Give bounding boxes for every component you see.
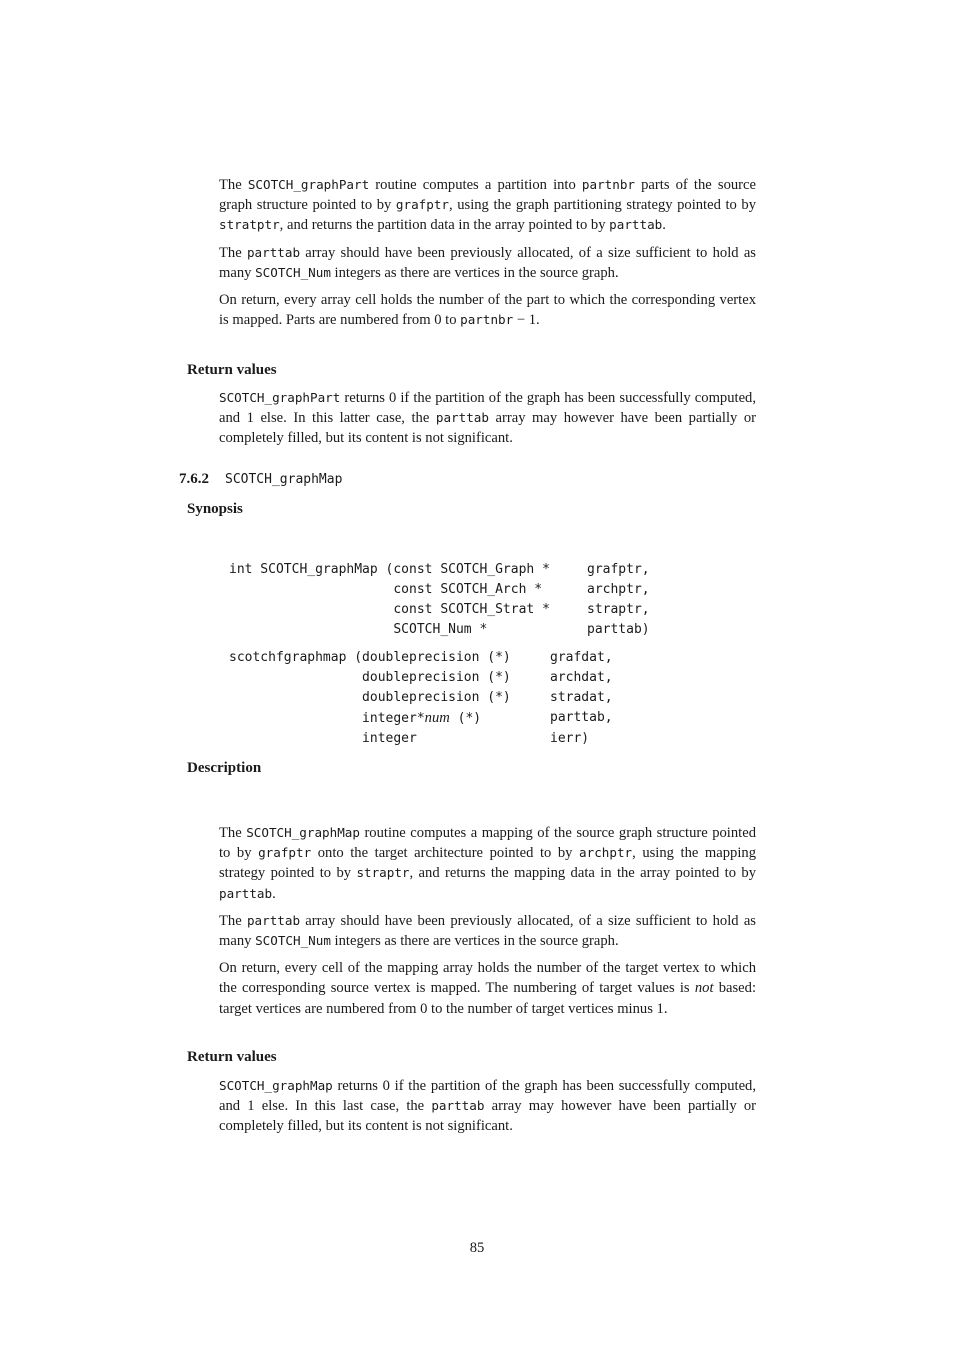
f-synopsis-arg: grafdat, xyxy=(550,650,613,665)
c-synopsis-line: const SCOTCH_Strat * xyxy=(229,602,550,617)
graphpart-desc-paragraph-2: The parttab array should have been previously allocated, of a size sufficient to hold as many SCOTCH_Num integers as there are vertices in the source graph. xyxy=(219,244,756,281)
c-synopsis-arg: grafptr, xyxy=(587,562,650,577)
description-heading: Description xyxy=(187,760,262,776)
f-synopsis-arg: stradat, xyxy=(550,690,613,705)
f-synopsis-line: doubleprecision (*) xyxy=(229,690,511,705)
graphpart-desc-paragraph-3: On return, every array cell holds the number of the part to which the corresponding vertex is mapped. Parts are numbered from 0 to partnbr − 1. xyxy=(219,292,756,329)
c-synopsis-line: SCOTCH_Num * xyxy=(229,622,488,637)
graphpart-description xyxy=(219,175,756,330)
graphmap-desc-paragraph-1: The SCOTCH_graphMap routine computes a mapping of the source graph structure pointed to by grafptr onto the target architecture pointed to by archptr, using the mapping strategy pointed to by straptr, and returns the mapping data in the array pointed to by parttab. xyxy=(219,825,756,902)
subsection-number: 7.6.2 xyxy=(179,471,209,487)
graphpart-return-paragraph: SCOTCH_graphPart returns 0 if the partition of the graph has been successfully computed, and 1 else. In this latter case, the parttab array may however have been partially or completely filled, but its content is not significant. xyxy=(219,390,757,447)
f-synopsis-line: scotchfgraphmap (doubleprecision (*) xyxy=(229,650,511,665)
page-number: 85 xyxy=(469,1240,485,1256)
c-synopsis-line: const SCOTCH_Arch * xyxy=(229,582,543,597)
graphpart-desc-paragraph-1: The SCOTCH_graphPart routine computes a partition into partnbr parts of the source graph structure pointed to by grafptr, using the graph partitioning strategy pointed to by stratptr, and returns the partition data in the array pointed to by parttab. xyxy=(219,177,756,234)
subsection-heading xyxy=(179,471,342,488)
f-synopsis-line: doubleprecision (*) xyxy=(229,670,511,685)
subsection-title: SCOTCH_graphMap xyxy=(225,472,343,487)
graphpart-return-values xyxy=(219,388,756,449)
graphmap-return-paragraph: SCOTCH_graphMap returns 0 if the partition of the graph has been successfully computed, and 1 else. In this last case, the parttab array may however have been partially or completely filled, but its content is not significant. xyxy=(219,1078,756,1135)
graphpart-return-heading: Return values xyxy=(187,362,277,378)
graphmap-return-values xyxy=(219,1076,756,1137)
f-synopsis-arg: parttab, xyxy=(550,710,613,725)
c-synopsis-line: int SCOTCH_graphMap (const SCOTCH_Graph * xyxy=(229,562,550,577)
graphmap-desc-paragraph-2: The parttab array should have been previously allocated, of a size sufficient to hold as many SCOTCH_Num integers as there are vertices in the source graph. xyxy=(219,912,756,950)
f-synopsis-line: integer xyxy=(229,731,417,746)
graphmap-desc-paragraph-3: On return, every cell of the mapping array holds the number of the target vertex to which the corresponding source vertex is mapped. The numbering of target values is not based: target vertices are numbered from 0 to the number of target vertices minus 1. xyxy=(219,960,756,1017)
c-synopsis-arg: archptr, xyxy=(587,582,650,597)
synopsis-heading: Synopsis xyxy=(187,501,243,517)
c-synopsis-arg: straptr, xyxy=(587,602,650,617)
f-synopsis-arg: archdat, xyxy=(550,670,613,685)
f-synopsis-line: integer*num (*) xyxy=(229,710,482,726)
graphmap-return-heading: Return values xyxy=(187,1049,277,1065)
graphmap-description xyxy=(219,823,756,1019)
c-synopsis-arg: parttab) xyxy=(587,622,650,637)
f-synopsis-arg: ierr) xyxy=(550,731,590,746)
